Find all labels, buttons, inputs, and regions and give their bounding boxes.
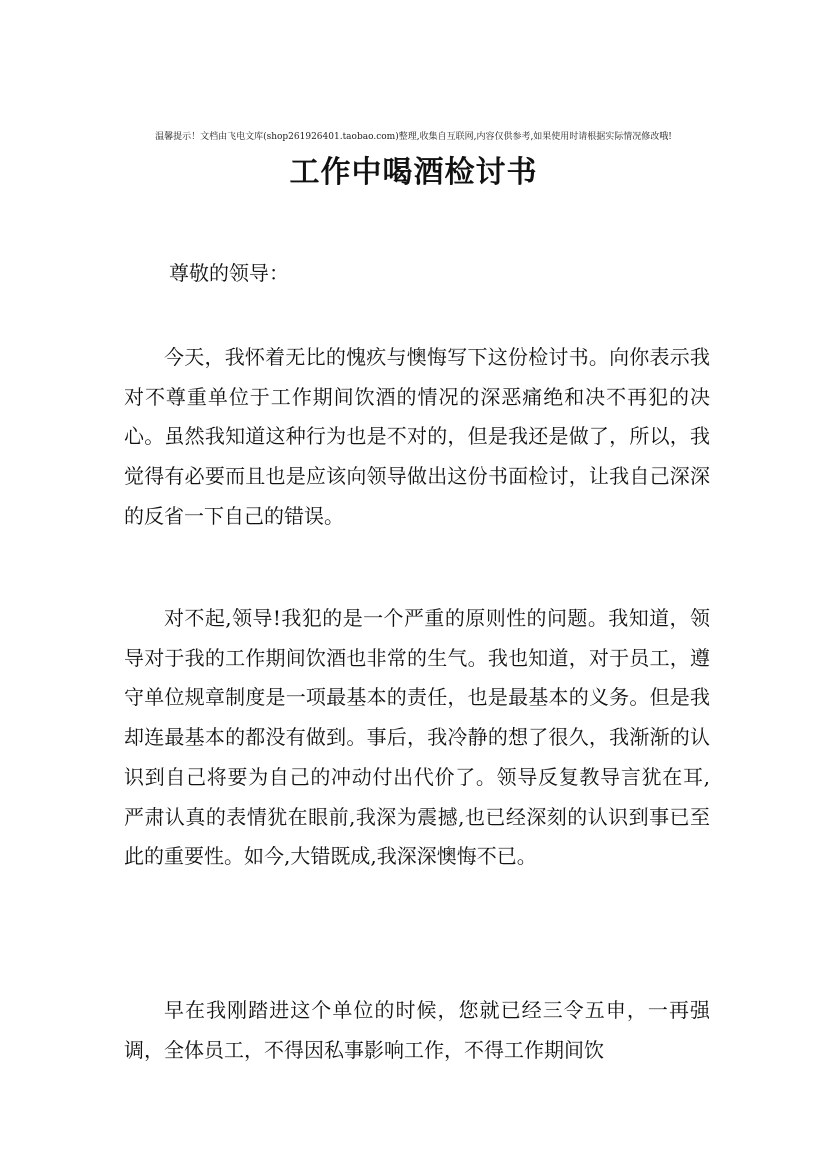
paragraph-2: 对不起,领导!我犯的是一个严重的原则性的问题。我知道，领导对于我的工作期间饮酒也非常的生气。我也知道，对于员工，遵守单位规章制度是一项最基本的责任，也是最基本的义务。但是我却连最基本的都没有做到。事后，我冷静的想了很久，我渐渐的认识到自己将要为自己的冲动付出代价了。领导反复教导言犹在耳,严肃认真的表情犹在眼前,我深为震撼,也已经深刻的认识到事已至此的重要性。如今,大错既成,我深深懊悔不已。 [124, 606, 710, 869]
document-title: 工作中喝酒检讨书 [289, 155, 538, 190]
paragraph-3: 早在我刚踏进这个单位的时候，您就已经三令五申，一再强调，全体员工，不得因私事影响工作，不得工作期间饮 [124, 998, 710, 1062]
paragraph-1: 今天，我怀着无比的愧疚与懊悔写下这份检讨书。向你表示我对不尊重单位于工作期间饮酒的情况的深恶痛绝和决不再犯的决心。虽然我知道这种行为也是不对的，但是我还是做了，所以，我觉得有必要而且也是应该向领导做出这份书面检讨，让我自己深深的反省一下自己的错误。 [124, 345, 710, 528]
salutation: 尊敬的领导： [169, 261, 289, 285]
download-notice: 温馨提示！文档由飞电文库(shop261926401.taobao.com)整理,收集自互联网,内容仅供参考,如果使用时请根据实际情况修改哦! [155, 132, 672, 142]
